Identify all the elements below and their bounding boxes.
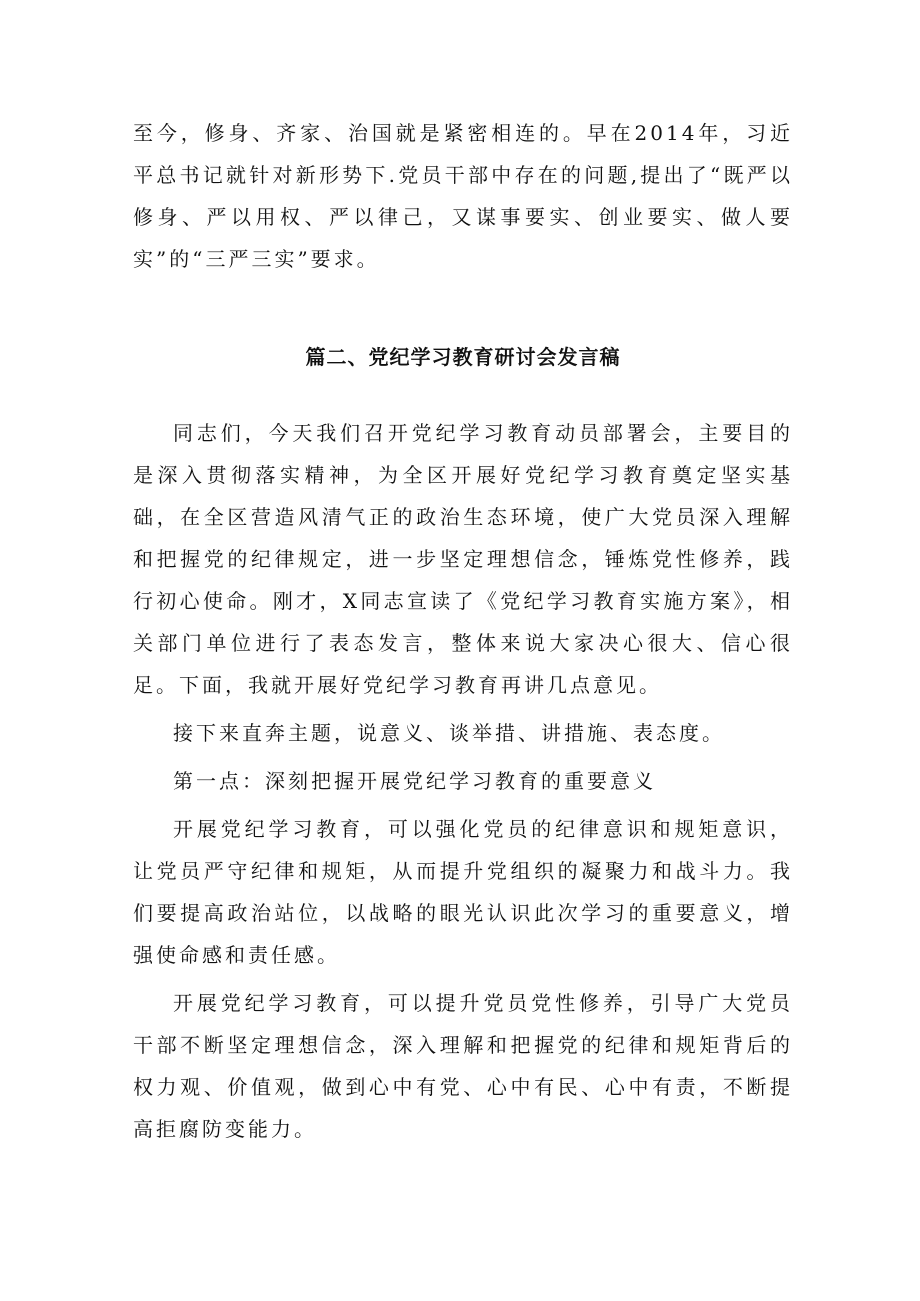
opening-paragraph: 至今，修身、齐家、治国就是紧密相连的。早在2014年，习近平总书记就针对新形势下.党员干部中存在的问题,提出了“既严以修身、严以用权、严以律己，又谋事要实、创业要实、做人要实”的“三严三实”要求。 [133, 121, 793, 271]
speech-body [133, 412, 793, 1156]
section-title: 篇二、党纪学习教育研讨会发言稿 [305, 345, 621, 369]
body-paragraph: 接下来直奔主题，说意义、谈举措、讲措施、表态度。 [173, 721, 725, 745]
body-paragraph: 开展党纪学习教育，可以提升党员党性修养，引导广大党员干部不断坚定理想信念，深入理解和把握党的纪律和规矩背后的权力观、价值观，做到心中有党、心中有民、心中有责，不断提高拒腐防变能力。 [133, 991, 793, 1141]
body-paragraph: 同志们，今天我们召开党纪学习教育动员部署会，主要目的是深入贯彻落实精神，为全区开展好党纪学习教育奠定坚实基础，在全区营造风清气正的政治生态环境，使广大党员深入理解和把握党的纪律规定，进一步坚定理想信念，锤炼党性修养，践行初心使命。刚才，X同志宣读了《党纪学习教育实施方案》，相关部门单位进行了表态发言，整体来说大家决心很大、信心很足。下面，我就开展好党纪学习教育再讲几点意见。 [133, 421, 793, 697]
body-paragraph: 开展党纪学习教育，可以强化党员的纪律意识和规矩意识，让党员严守纪律和规矩，从而提升党组织的凝聚力和战斗力。我们要提高政治站位，以战略的眼光认识此次学习的重要意义，增强使命感和责任感。 [133, 817, 793, 967]
point-heading: 第一点：深刻把握开展党纪学习教育的重要意义 [173, 769, 656, 793]
